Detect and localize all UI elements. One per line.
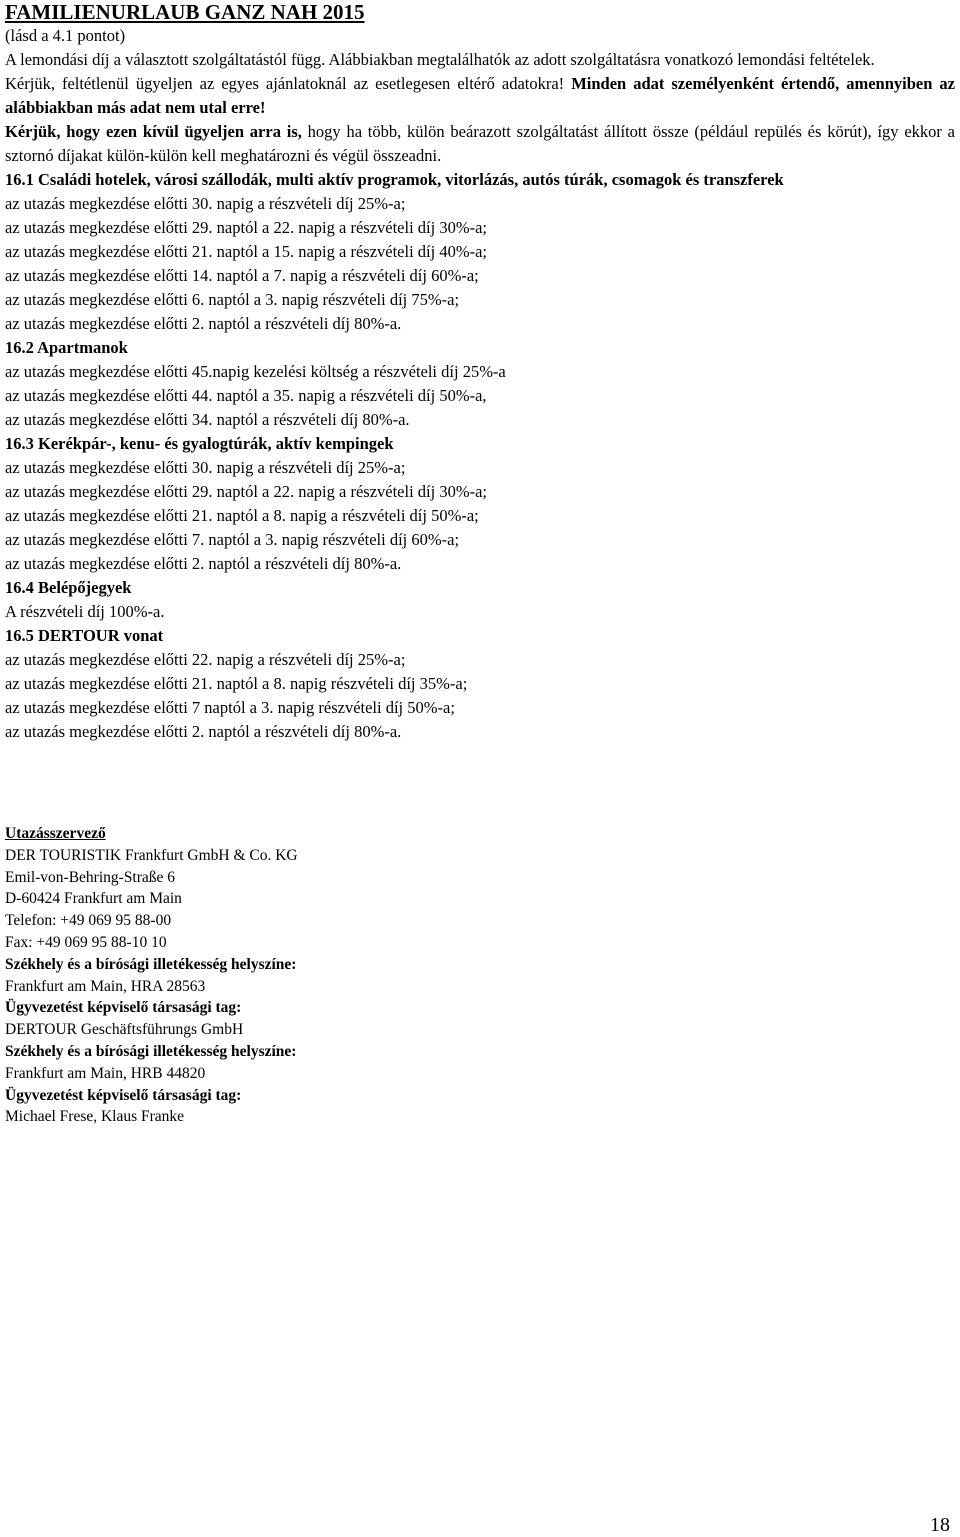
fee-line: az utazás megkezdése előtti 2. naptól a részvételi díj 80%-a. xyxy=(5,554,402,573)
fee-line: az utazás megkezdése előtti 22. napig a részvételi díj 25%-a; xyxy=(5,650,406,669)
fee-line: az utazás megkezdése előtti 34. naptól a részvételi díj 80%-a. xyxy=(5,410,410,429)
section-heading xyxy=(5,336,955,360)
document-page xyxy=(5,0,955,744)
section-number: 16.3 xyxy=(5,434,34,453)
section-number: 16.1 xyxy=(5,170,34,189)
company-street: Emil-von-Behring-Straße 6 xyxy=(5,868,176,886)
fee-line: az utazás megkezdése előtti 6. naptól a 3. napig részvételi díj 75%-a; xyxy=(5,290,460,309)
section-number: 16.5 xyxy=(5,626,34,645)
section-heading xyxy=(5,432,955,456)
representative-label-1: Ügyvezetést képviselő társasági tag: xyxy=(5,999,242,1017)
company-name: DER TOURISTIK Frankfurt GmbH & Co. KG xyxy=(5,846,298,864)
document-title: FAMILIENURLAUB GANZ NAH 2015 xyxy=(5,0,365,24)
fee-line: A részvételi díj 100%-a. xyxy=(5,602,165,621)
section-heading xyxy=(5,624,955,648)
representative-value-1: DERTOUR Geschäftsführungs GmbH xyxy=(5,1021,244,1039)
intro-p2-normal: Kérjük, feltétlenül ügyeljen az egyes ajánlatoknál az esetlegesen eltérő adatokra! xyxy=(5,74,565,93)
organizer-block xyxy=(5,823,605,1128)
fee-line: az utazás megkezdése előtti 7 naptól a 3. napig részvételi díj 50%-a; xyxy=(5,698,455,717)
company-phone: Telefon: +49 069 95 88-00 xyxy=(5,912,172,930)
organizer-heading: Utazásszervező xyxy=(5,825,106,842)
section-number: 16.4 xyxy=(5,578,34,597)
fee-line: az utazás megkezdése előtti 30. napig a részvételi díj 25%-a; xyxy=(5,458,406,477)
section-title: Családi hotelek, városi szállodák, multi aktív programok, vitorlázás, autós túrák, csomagok és transzferek xyxy=(33,170,784,189)
fee-line: az utazás megkezdése előtti 21. naptól a 8. napig részvételi díj 35%-a; xyxy=(5,674,468,693)
section-number: 16.2 xyxy=(5,338,34,357)
section-heading xyxy=(5,576,955,600)
fee-line: az utazás megkezdése előtti 44. naptól a 35. napig a részvételi díj 50%-a, xyxy=(5,386,487,405)
intro-paragraph-1: A lemondási díj a választott szolgáltatástól függ. Alábbiakban megtalálhatók az adott szolgáltatásra vonatkozó lemondási feltételek. xyxy=(5,50,875,69)
section-title: DERTOUR vonat xyxy=(33,626,164,645)
company-city: D-60424 Frankfurt am Main xyxy=(5,890,182,908)
cancellation-sections xyxy=(5,168,955,744)
section-heading xyxy=(5,168,955,192)
page-number: 18 xyxy=(930,1514,950,1536)
fee-line: az utazás megkezdése előtti 45.napig kezelési költség a részvételi díj 25%-a xyxy=(5,362,506,381)
fee-line: az utazás megkezdése előtti 21. naptól a 8. napig a részvételi díj 50%-a; xyxy=(5,506,479,525)
fee-line: az utazás megkezdése előtti 14. naptól a 7. napig a részvételi díj 60%-a; xyxy=(5,266,479,285)
seat-label-2: Székhely és a bírósági illetékesség helyszíne: xyxy=(5,1042,297,1060)
fee-line: az utazás megkezdése előtti 2. naptól a részvételi díj 80%-a. xyxy=(5,722,402,741)
fee-line: az utazás megkezdése előtti 2. naptól a részvételi díj 80%-a. xyxy=(5,314,402,333)
section-title: Belépőjegyek xyxy=(33,578,132,597)
company-fax: Fax: +49 069 95 88-10 10 xyxy=(5,933,167,951)
intro-paragraph-2 xyxy=(5,72,955,120)
fee-line: az utazás megkezdése előtti 29. naptól a 22. napig a részvételi díj 30%-a; xyxy=(5,482,487,501)
intro-p2-bold: Minden adat személyenként értendő, amennyiben az alábbiakban más adat nem utal erre! xyxy=(5,74,955,117)
seat-label-1: Székhely és a bírósági illetékesség helyszíne: xyxy=(5,955,297,973)
intro-reference: (lásd a 4.1 pontot) xyxy=(5,26,126,45)
intro-p3-bold: Kérjük, hogy ezen kívül ügyeljen arra is, xyxy=(5,122,302,141)
representative-label-2: Ügyvezetést képviselő társasági tag: xyxy=(5,1086,242,1104)
seat-value-1: Frankfurt am Main, HRA 28563 xyxy=(5,977,206,995)
representative-value-2: Michael Frese, Klaus Franke xyxy=(5,1108,185,1126)
section-title: Kerékpár-, kenu- és gyalogtúrák, aktív kempingek xyxy=(33,434,394,453)
section-title: Apartmanok xyxy=(33,338,128,357)
fee-line: az utazás megkezdése előtti 21. naptól a 15. napig a részvételi díj 40%-a; xyxy=(5,242,487,261)
seat-value-2: Frankfurt am Main, HRB 44820 xyxy=(5,1064,206,1082)
intro-paragraph-3 xyxy=(5,120,955,168)
intro-p3-normal: hogy ha több, külön beárazott szolgáltatást állított össze (például repülés és körút), így ekkor a sztornó díjakat külön-külön kell meghatározni és végül összeadni. xyxy=(5,122,955,165)
fee-line: az utazás megkezdése előtti 7. naptól a 3. napig részvételi díj 60%-a; xyxy=(5,530,460,549)
fee-line: az utazás megkezdése előtti 30. napig a részvételi díj 25%-a; xyxy=(5,194,406,213)
fee-line: az utazás megkezdése előtti 29. naptól a 22. napig a részvételi díj 30%-a; xyxy=(5,218,487,237)
